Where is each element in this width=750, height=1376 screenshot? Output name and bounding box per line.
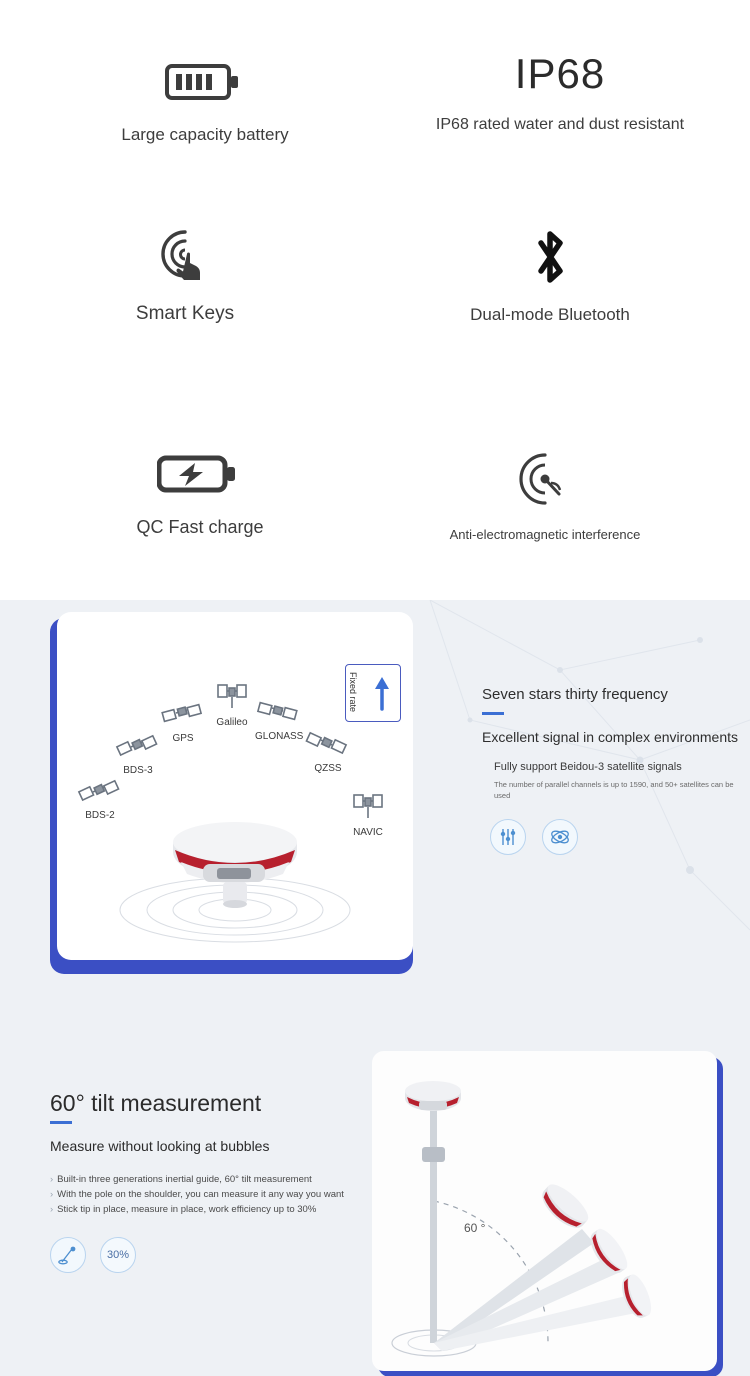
feature-fast-charge — [55, 450, 345, 538]
feature-ip68 — [395, 50, 725, 134]
tilt-bullet-1: › Built-in three generations inertial guide, 60° tilt measurement — [50, 1172, 380, 1187]
tilt-bullet-2: › With the pole on the shoulder, you can measure it any way you want — [50, 1187, 380, 1202]
satellite-subtitle: Excellent signal in complex environments — [482, 729, 739, 745]
tilt-card — [372, 1051, 717, 1371]
tuner-icon — [490, 819, 526, 855]
satellite-gps-label: GPS — [172, 733, 194, 744]
feature-battery-label: Large capacity battery — [121, 125, 289, 144]
satellite-section — [0, 600, 750, 1025]
features-section — [0, 0, 750, 600]
satellite-galileo-label: Galileo — [216, 717, 248, 728]
satellite-icon — [115, 732, 161, 762]
satellite-icon — [209, 680, 255, 714]
divider — [50, 1121, 72, 1124]
satellite-galileo — [209, 680, 255, 728]
battery-charge-icon — [55, 450, 345, 503]
satellite-glonass — [255, 698, 303, 742]
satellite-icon — [160, 700, 206, 730]
ip68-headline: IP68 — [514, 50, 606, 97]
feature-fast-charge-label: QC Fast charge — [136, 517, 264, 537]
satellite-gps — [160, 700, 206, 744]
tilt-illustration — [372, 1051, 717, 1371]
efficiency-percent: 30% — [100, 1237, 136, 1273]
satellite-orbit-icon — [542, 819, 578, 855]
touch-key-icon — [55, 228, 315, 289]
divider — [482, 712, 504, 715]
satellite-card — [57, 612, 413, 960]
feature-bluetooth — [400, 228, 700, 325]
satellite-icon — [256, 698, 302, 728]
tilt-pole-icon — [50, 1237, 86, 1273]
satellite-glonass-label: GLONASS — [255, 731, 304, 742]
feature-emi-label: Anti-electromagnetic interference — [449, 527, 641, 542]
satellite-bds-2-label: BDS-2 — [85, 810, 115, 821]
signal-waves-icon — [395, 450, 695, 513]
satellite-icon — [305, 730, 351, 760]
tilt-subtitle: Measure without looking at bubbles — [50, 1138, 270, 1154]
feature-battery — [60, 58, 350, 145]
satellite-pill-row — [490, 819, 742, 855]
gnss-receiver-illustration — [85, 812, 385, 952]
satellite-icon — [77, 777, 123, 807]
feature-emi — [395, 450, 695, 542]
satellite-text-block — [482, 685, 742, 855]
satellite-bullet: Fully support Beidou-3 satellite signals — [494, 761, 682, 773]
satellite-qzss — [305, 730, 351, 774]
feature-smart-keys — [55, 228, 315, 325]
tilt-pill-row — [50, 1237, 380, 1273]
tilt-title: 60° tilt measurement — [50, 1090, 262, 1116]
satellite-qzss-label: QZSS — [314, 763, 342, 774]
satellite-title: Seven stars thirty frequency — [482, 686, 668, 703]
battery-icon — [60, 58, 350, 111]
feature-ip68-label: IP68 rated water and dust resistant — [435, 116, 685, 133]
satellite-bds-3 — [115, 732, 161, 776]
tilt-text-block — [50, 1090, 380, 1273]
satellite-navic-label: NAVIC — [353, 827, 383, 838]
satellite-bds-3-label: BDS-3 — [123, 765, 153, 776]
feature-bluetooth-label: Dual-mode Bluetooth — [470, 305, 630, 324]
satellite-bullet-small: The number of parallel channels is up to 1590, and 50+ satellites can be used — [494, 780, 734, 800]
bluetooth-icon — [400, 228, 700, 291]
tilt-section — [0, 1025, 750, 1376]
feature-smart-keys-label: Smart Keys — [135, 303, 235, 324]
tilt-bullet-3: › Stick tip in place, measure in place, work efficiency up to 30% — [50, 1202, 380, 1217]
fixed-rate-label: Fixed rate — [348, 671, 358, 713]
angle-label: 60 ° — [464, 1221, 486, 1235]
